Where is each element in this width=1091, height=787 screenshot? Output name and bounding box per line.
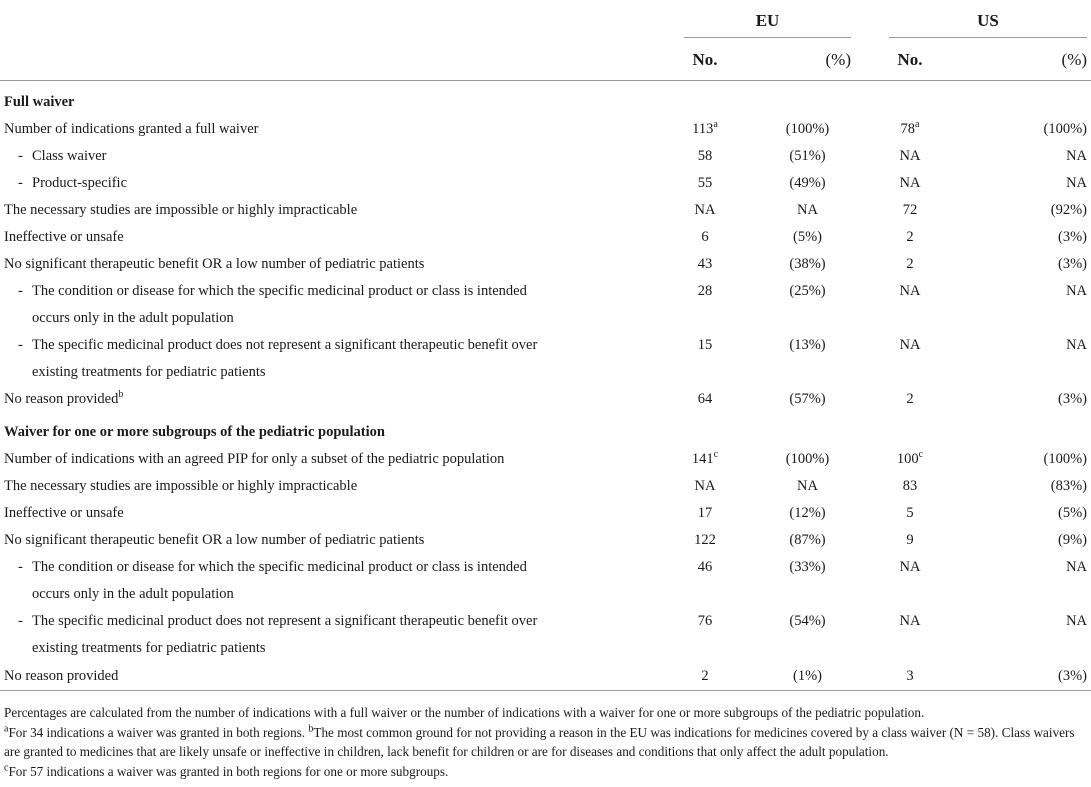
row-label	[0, 170, 650, 197]
row-label-text: Number of indications with an agreed PIP for only a subset of the pediatric population	[4, 451, 505, 467]
row-label-text: The condition or disease for which the specific medicinal product or class is intended	[32, 559, 527, 575]
eu-pct-header: (%)	[825, 50, 851, 69]
us-percent: (5%)	[1058, 505, 1088, 521]
eu-percent: (57%)	[789, 391, 826, 407]
eu-count	[650, 224, 760, 251]
row-label-text: The necessary studies are impossible or highly impracticable	[4, 478, 358, 494]
table-row	[0, 170, 1091, 197]
row-label	[0, 662, 650, 691]
us-count-value: 3	[906, 667, 914, 684]
us-percent: (3%)	[1058, 256, 1088, 272]
footnote-marker: c	[713, 449, 719, 461]
table-row	[0, 446, 1091, 473]
section-header-row	[0, 413, 1091, 446]
footnote-b-text: The most common ground for not providing a reason in the EU was indications for medicines covered by a class waiver (N = 58). Class waivers are granted to medicines that are likely unsafe or ineffective in children, lack benefit for children or are for diseases and conditions that only affect the adult population.	[4, 724, 1075, 759]
us-percent: NA	[1066, 148, 1088, 164]
indent-dash: -	[18, 283, 23, 299]
indent-dash: -	[18, 337, 23, 353]
row-label	[0, 224, 650, 251]
us-percent: (3%)	[1058, 391, 1088, 407]
section-title: Waiver for one or more subgroups of the pediatric population	[4, 424, 385, 440]
footnote-ab	[4, 723, 1089, 762]
eu-count	[650, 473, 760, 500]
eu-count-value: 15	[697, 337, 713, 353]
table-body	[0, 81, 1091, 691]
eu-percent: (12%)	[789, 505, 826, 521]
us-count-value: 5	[906, 505, 914, 521]
indent-dash: -	[18, 613, 23, 629]
eu-percent: (100%)	[785, 451, 830, 467]
us-count-value: 9	[906, 532, 914, 548]
us-percent: NA	[1066, 337, 1088, 353]
us-count	[855, 446, 965, 473]
row-label-text: No significant therapeutic benefit OR a low number of pediatric patients	[4, 532, 425, 548]
eu-count-value: 76	[697, 613, 713, 629]
row-label-text: No significant therapeutic benefit OR a low number of pediatric patients	[4, 256, 425, 272]
row-label-continued: existing treatments for pediatric patients	[32, 364, 266, 380]
eu-count	[650, 608, 760, 662]
row-label	[0, 386, 650, 413]
eu-count	[650, 197, 760, 224]
table-row	[0, 662, 1091, 691]
us-percent: NA	[1066, 559, 1088, 575]
footnote-c-text: For 57 indications a waiver was granted in both regions for one or more subgroups.	[8, 763, 449, 779]
row-label	[0, 527, 650, 554]
eu-count-value: 58	[697, 148, 713, 164]
us-count-value: 78	[900, 121, 916, 137]
eu-count-value: 43	[697, 256, 713, 272]
section-header-row	[0, 81, 1091, 117]
us-percent: (3%)	[965, 662, 1091, 691]
row-label	[0, 197, 650, 224]
eu-count-value: 28	[697, 283, 713, 299]
footnote-marker: b	[118, 389, 124, 401]
footnote-c	[4, 762, 1089, 782]
table-row	[0, 332, 1091, 386]
us-percent: NA	[1066, 613, 1088, 629]
us-count	[855, 170, 965, 197]
eu-no-header: No.	[692, 50, 718, 69]
us-count	[855, 500, 965, 527]
us-percent: (92%)	[1050, 202, 1088, 218]
us-count-value: NA	[899, 613, 921, 629]
footnote-intro: Percentages are calculated from the number of indications with a full waiver or the number of indications with a waiver for one or more subgroups of the pediatric population.	[4, 705, 925, 720]
row-label-text: The specific medicinal product does not represent a significant therapeutic benefit over	[32, 337, 538, 353]
header-blank	[0, 40, 650, 81]
table-row	[0, 386, 1091, 413]
us-percent: (100%)	[1043, 451, 1088, 467]
eu-percent: (51%)	[789, 148, 826, 164]
table-row	[0, 251, 1091, 278]
us-count	[855, 608, 965, 662]
eu-percent: NA	[797, 478, 818, 494]
table-row	[0, 500, 1091, 527]
row-label-text: The necessary studies are impossible or highly impracticable	[4, 202, 358, 218]
eu-count-value: 64	[697, 391, 713, 407]
row-label	[0, 332, 650, 386]
row-label-continued: occurs only in the adult population	[32, 310, 234, 326]
eu-count-value: 122	[694, 532, 716, 548]
eu-count-value: 17	[697, 505, 713, 521]
eu-percent: (13%)	[789, 337, 826, 353]
us-count	[855, 332, 965, 386]
row-label-text: Class waiver	[32, 148, 107, 164]
row-label-text: No reason provided	[4, 391, 119, 407]
row-label	[0, 278, 650, 332]
row-label-continued: occurs only in the adult population	[32, 586, 234, 602]
footnote-marker: c	[918, 449, 924, 461]
indent-dash: -	[18, 175, 23, 191]
eu-count	[650, 554, 760, 608]
us-pct-header: (%)	[1061, 50, 1088, 69]
footnote-a-text: For 34 indications a waiver was granted in both regions.	[8, 724, 309, 740]
table-row	[0, 116, 1091, 143]
table-row	[0, 143, 1091, 170]
eu-percent: (33%)	[789, 559, 826, 575]
us-count	[855, 386, 965, 413]
eu-count	[650, 500, 760, 527]
region-us-header: US	[855, 0, 1091, 40]
row-label-text: Product-specific	[32, 175, 128, 191]
us-count	[855, 473, 965, 500]
eu-count-value: 141	[691, 451, 714, 467]
row-label	[0, 608, 650, 662]
table-row	[0, 608, 1091, 662]
table-footnotes	[4, 703, 1089, 781]
us-percent: NA	[1066, 175, 1088, 191]
table-row	[0, 554, 1091, 608]
eu-percent: (49%)	[789, 175, 826, 191]
us-count-value: NA	[899, 148, 921, 164]
eu-percent: (1%)	[760, 662, 855, 691]
us-count	[855, 554, 965, 608]
us-no-header: No.	[897, 50, 923, 69]
footnote-c-mark: c	[4, 762, 9, 774]
us-count-value: NA	[899, 175, 921, 191]
us-percent: (83%)	[1050, 478, 1088, 494]
us-count	[855, 662, 965, 691]
eu-count-value: 2	[701, 667, 709, 684]
eu-count	[650, 170, 760, 197]
eu-count	[650, 386, 760, 413]
us-count-value: 72	[902, 202, 918, 218]
eu-count	[650, 143, 760, 170]
column-header-row	[0, 40, 1091, 81]
eu-percent: (38%)	[789, 256, 826, 272]
header-blank	[0, 0, 650, 40]
row-label	[0, 446, 650, 473]
indent-dash: -	[18, 559, 23, 575]
row-label-continued: existing treatments for pediatric patients	[32, 640, 266, 656]
us-percent: NA	[1066, 283, 1088, 299]
eu-count	[650, 332, 760, 386]
row-label-text: Ineffective or unsafe	[4, 229, 124, 245]
footnote-b-mark: b	[308, 723, 314, 735]
us-count-value: 100	[896, 451, 919, 467]
eu-count-value: 6	[701, 229, 709, 245]
row-label-text: Ineffective or unsafe	[4, 505, 124, 521]
us-percent: (9%)	[1058, 532, 1088, 548]
eu-percent: (87%)	[789, 532, 826, 548]
eu-count-value: 46	[697, 559, 713, 575]
us-count	[855, 116, 965, 143]
us-count	[855, 527, 965, 554]
row-label-text: The condition or disease for which the specific medicinal product or class is intended	[32, 283, 527, 299]
table-row	[0, 278, 1091, 332]
us-count	[855, 251, 965, 278]
eu-count-value: 113	[692, 121, 714, 137]
eu-count	[650, 662, 760, 691]
eu-percent: (25%)	[789, 283, 826, 299]
us-count	[855, 278, 965, 332]
row-label	[0, 554, 650, 608]
us-percent: (3%)	[1058, 229, 1088, 245]
eu-percent: (100%)	[785, 121, 830, 137]
table-row	[0, 197, 1091, 224]
row-label	[0, 251, 650, 278]
eu-percent: (54%)	[789, 613, 826, 629]
us-count	[855, 143, 965, 170]
us-count	[855, 197, 965, 224]
row-label	[0, 143, 650, 170]
footnote-marker: a	[713, 119, 718, 131]
eu-count-value: NA	[694, 478, 716, 494]
footnote-marker: a	[915, 119, 920, 131]
region-header-row	[0, 0, 1091, 40]
section-title: Full waiver	[4, 94, 75, 110]
region-eu-header: EU	[650, 0, 855, 40]
us-count-value: NA	[899, 337, 921, 353]
row-label-text: The specific medicinal product does not represent a significant therapeutic benefit over	[32, 613, 538, 629]
eu-count	[650, 116, 760, 143]
row-label	[0, 116, 650, 143]
us-count-value: NA	[899, 283, 921, 299]
table-row	[0, 473, 1091, 500]
footnote-a-mark: a	[4, 723, 9, 735]
eu-count	[650, 527, 760, 554]
row-label-text: No reason provided	[4, 667, 119, 684]
table-row	[0, 224, 1091, 251]
us-count-value: NA	[899, 559, 921, 575]
us-count-value: 2	[906, 391, 914, 407]
eu-count-value: 55	[697, 175, 713, 191]
row-label	[0, 500, 650, 527]
us-count	[855, 224, 965, 251]
row-label-text: Number of indications granted a full waiver	[4, 121, 259, 137]
us-count-value: 83	[902, 478, 918, 494]
eu-count	[650, 278, 760, 332]
us-count-value: 2	[906, 256, 914, 272]
table-row	[0, 527, 1091, 554]
eu-count	[650, 446, 760, 473]
indent-dash: -	[18, 148, 23, 164]
us-count-value: 2	[906, 229, 914, 245]
eu-count	[650, 251, 760, 278]
eu-percent: (5%)	[793, 229, 822, 245]
eu-count-value: NA	[694, 202, 716, 218]
us-percent: (100%)	[1043, 121, 1088, 137]
eu-percent: NA	[797, 202, 818, 218]
row-label	[0, 473, 650, 500]
